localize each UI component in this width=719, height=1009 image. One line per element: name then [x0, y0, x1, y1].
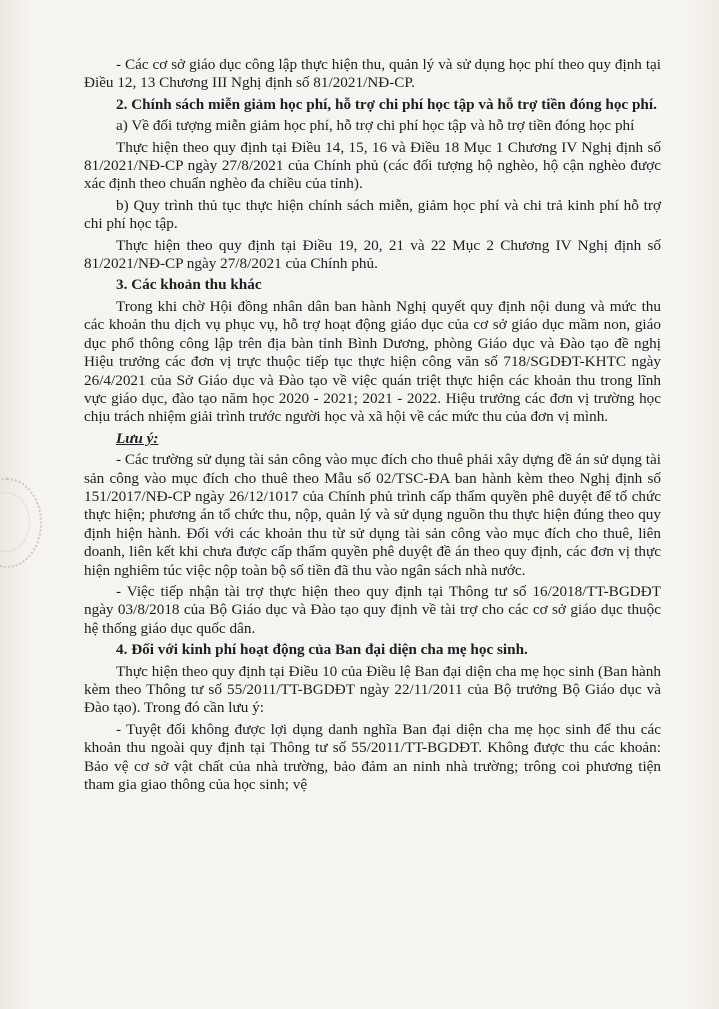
- para-note-1: - Các trường sử dụng tài sản công vào mục đích cho thuê phải xây dựng đề án sử dụng tài sản công vào mục đích cho thuê theo Mẫu số 02/TSC-ĐA ban hành kèm theo Nghị định số 151/2017/NĐ-CP ngày 26/12/1017 của Chính phủ trình cấp thẩm quyền phê duyệt để tổ chức thực hiện; phương án tổ chức thu, nộp, quản lý và sử dụng nguồn thu thực hiện đúng theo quy định hiện hành. Đối với các khoản thu từ sử dụng tài sản công vào mục đích cho thuê, liên doanh, liên kết khi chưa được cấp thẩm quyền phê duyệt đề án theo quy định, các đơn vị thực hiện nghiêm túc việc nộp toàn bộ số tiền đã thu vào ngân sách nhà nước.: [84, 451, 661, 579]
- para-3-body: Trong khi chờ Hội đồng nhân dân ban hành Nghị quyết quy định nội dung và mức thu các khoản thu dịch vụ phục vụ, hỗ trợ hoạt động giáo dục của cơ sở giáo dục mầm non, giáo dục phổ thông công lập trên địa bàn tỉnh Bình Dương, phòng Giáo dục và Đào tạo đề nghị Hiệu trưởng các đơn vị trực thuộc tiếp tục thực hiện công văn số 718/SGDĐT-KHTC ngày 26/4/2021 của Sở Giáo dục và Đào tạo về việc quán triệt thực hiện các khoản thu trong lĩnh vực giáo dục, đào tạo năm học 2020 - 2021; 2021 - 2022. Hiệu trưởng các đơn vị trường học chịu trách nhiệm giải trình trước người học và xã hội về các mức thu của đơn vị mình.: [84, 297, 661, 426]
- para-2a: a) Về đối tượng miễn giảm học phí, hỗ trợ chi phí học tập và hỗ trợ tiền đóng học phí: [116, 117, 635, 135]
- para-note-2: - Việc tiếp nhận tài trợ thực hiện theo quy định tại Thông tư số 16/2018/TT-BGDĐT ngày 03/8/2018 của Bộ Giáo dục và Đào tạo quy định về tài trợ cho các cơ sở giáo dục thuộc hệ thống giáo dục quốc dân.: [84, 582, 661, 637]
- red-seal-stamp: [0, 478, 42, 568]
- para-2b-detail: Thực hiện theo quy định tại Điều 19, 20, 21 và 22 Mục 2 Chương IV Nghị định số 81/2021/NĐ-CP ngày 27/8/2021 của Chính phủ.: [84, 236, 661, 273]
- heading-section-2: 2. Chính sách miễn giảm học phí, hỗ trợ chi phí học tập và hỗ trợ tiền đóng học phí.: [116, 95, 657, 113]
- para-2a-detail: Thực hiện theo quy định tại Điều 14, 15, 16 và Điều 18 Mục 1 Chương IV Nghị định số 81/2021/NĐ-CP ngày 27/8/2021 của Chính phủ (các đối tượng hộ nghèo, hộ cận nghèo được xác định theo chuẩn nghèo đa chiều của tỉnh).: [84, 138, 661, 193]
- seal-inner-ring: [0, 492, 30, 552]
- note-line: [84, 430, 661, 448]
- para-2b: b) Quy trình thủ tục thực hiện chính sách miễn, giảm học phí và chi trả kinh phí hỗ trợ chi phí học tập.: [84, 196, 661, 233]
- note-label: Lưu ý:: [116, 429, 159, 447]
- heading-section-3: 3. Các khoản thu khác: [116, 276, 262, 294]
- heading-section-4: 4. Đối với kinh phí hoạt động của Ban đại diện cha mẹ học sinh.: [116, 641, 528, 659]
- para-4-note: - Tuyệt đối không được lợi dụng danh nghĩa Ban đại diện cha mẹ học sinh để thu các khoản thu ngoài quy định tại Thông tư số 55/2011/TT-BGDĐT. Không được thu các khoản: Bảo vệ cơ sở vật chất của nhà trường, bảo đảm an ninh nhà trường; trông coi phương tiện tham gia giao thông của học sinh; vệ: [84, 720, 661, 794]
- para-4-body: Thực hiện theo quy định tại Điều 10 của Điều lệ Ban đại diện cha mẹ học sinh (Ban hành kèm theo Thông tư số 55/2011/TT-BGDĐT ngày 22/11/2011 của Bộ trưởng Bộ Giáo dục và Đào tạo). Trong đó cần lưu ý:: [84, 662, 661, 717]
- para-fee-management: - Các cơ sở giáo dục công lập thực hiện thu, quản lý và sử dụng học phí theo quy định tại Điều 12, 13 Chương III Nghị định số 81/2021/NĐ-CP.: [84, 56, 661, 92]
- document-body: [84, 56, 661, 797]
